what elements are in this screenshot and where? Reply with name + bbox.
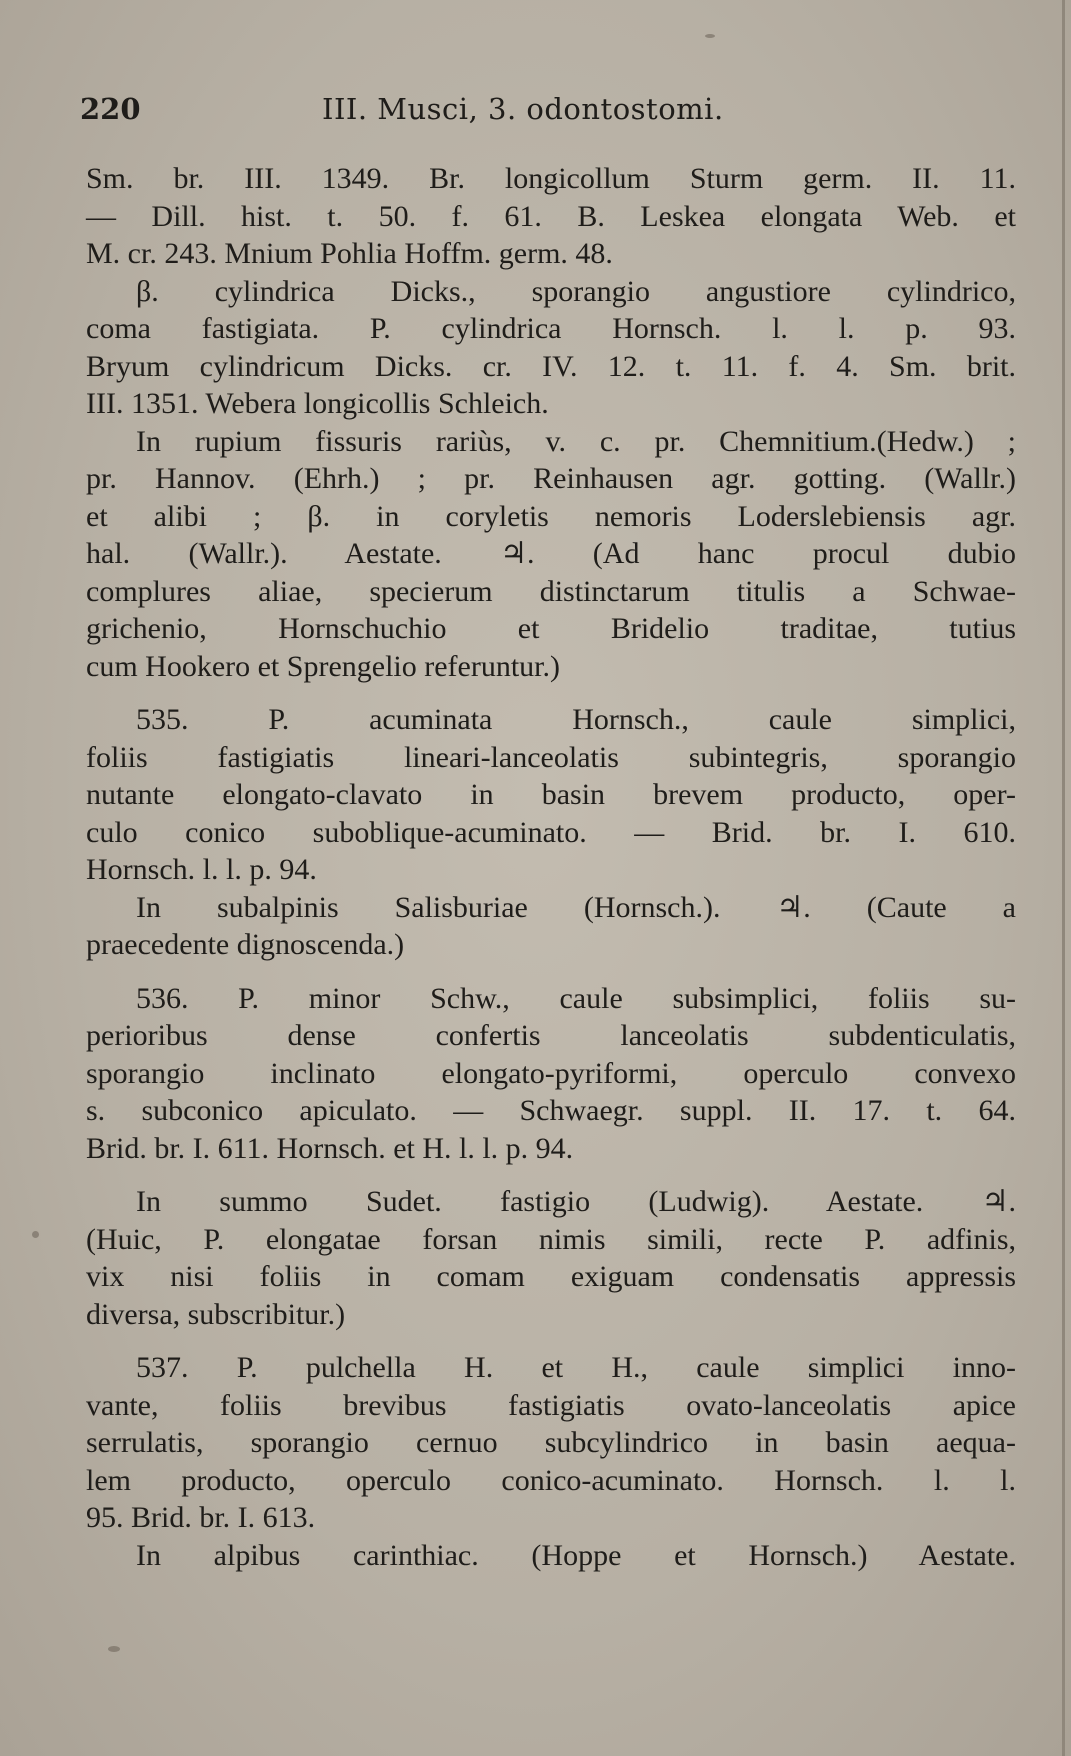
text-line: serrulatis, sporangio cernuo subcylindrico in basin aequa- xyxy=(86,1426,1016,1459)
text-line: et alibi ; β. in coryletis nemoris Loderslebiensis agr. xyxy=(86,499,1016,533)
text-line: hal. (Wallr.). Aestate. ♃. (Ad hanc procul dubio xyxy=(86,537,1016,570)
text-line: culo conico suboblique-acuminato. — Brid. br. I. 610. xyxy=(86,815,1016,849)
text-body xyxy=(86,160,1016,1574)
text-line: (Huic, P. elongatae forsan nimis simili, recte P. adfinis, xyxy=(86,1222,1016,1256)
text-line: Hornsch. l. l. p. 94. xyxy=(86,853,317,886)
text-line: — Dill. hist. t. 50. f. 61. B. Leskea elongata Web. et xyxy=(86,199,1016,233)
ink-speck xyxy=(705,34,715,38)
spacer xyxy=(86,964,1016,980)
ink-speck xyxy=(32,1231,39,1238)
text-line: In rupium fissuris rariùs, v. c. pr. Chemnitium.(Hedw.) ; xyxy=(136,424,1016,458)
text-line: In summo Sudet. fastigio (Ludwig). Aestate. ♃. xyxy=(136,1185,1016,1218)
text-line: pr. Hannov. (Ehrh.) ; pr. Reinhausen agr. gotting. (Wallr.) xyxy=(86,462,1016,495)
text-line: In alpibus carinthiac. (Hoppe et Hornsch.) Aestate. xyxy=(136,1538,1016,1572)
text-line: s. subconico apiculato. — Schwaegr. suppl. II. 17. t. 64. xyxy=(86,1094,1016,1127)
running-head: III. Musci, 3. odontostomi. xyxy=(322,92,724,126)
page-header xyxy=(80,92,1010,132)
text-line: foliis fastigiatis lineari-lanceolatis subintegris, sporangio xyxy=(86,740,1016,774)
text-line: vante, foliis brevibus fastigiatis ovato-lanceolatis apice xyxy=(86,1388,1016,1422)
text-line: grichenio, Hornschuchio et Bridelio traditae, tutius xyxy=(86,612,1016,645)
spacer xyxy=(86,685,1016,701)
text-line: complures aliae, specierum distinctarum titulis a Schwae- xyxy=(86,574,1016,608)
text-line: Sm. br. III. 1349. Br. longicollum Sturm germ. II. 11. xyxy=(86,162,1016,195)
text-line: M. cr. 243. Mnium Pohlia Hoffm. germ. 48. xyxy=(86,237,613,270)
text-line: Brid. br. I. 611. Hornsch. et H. l. l. p. 94. xyxy=(86,1131,574,1165)
text-line: perioribus dense confertis lanceolatis subdenticulatis, xyxy=(86,1019,1016,1052)
species-heading: 536. P. minor Schw., caule subsimplici, foliis su- xyxy=(136,981,1016,1015)
ink-speck xyxy=(108,1646,120,1652)
text-line: nutante elongato-clavato in basin brevem producto, oper- xyxy=(86,778,1016,811)
text-line: lem producto, operculo conico-acuminato. Hornsch. l. l. xyxy=(86,1463,1016,1497)
text-line: vix nisi foliis in comam exiguam condensatis appressis xyxy=(86,1260,1016,1293)
species-heading: 537. P. pulchella H. et H., caule simplici inno- xyxy=(136,1351,1016,1384)
text-line: sporangio inclinato elongato-pyriformi, operculo convexo xyxy=(86,1056,1016,1090)
page-edge xyxy=(1062,0,1065,1756)
text-line: β. cylindrica Dicks., sporangio angustiore cylindrico, xyxy=(136,274,1016,308)
text-line: cum Hookero et Sprengelio referuntur.) xyxy=(86,649,561,683)
spacer xyxy=(86,1333,1016,1349)
text-line: In subalpinis Salisburiae (Hornsch.). ♃. (Caute a xyxy=(136,890,1016,924)
spacer xyxy=(86,1167,1016,1183)
text-line: III. 1351. Webera longicollis Schleich. xyxy=(86,387,549,420)
text-line: coma fastigiata. P. cylindrica Hornsch. l. l. p. 93. xyxy=(86,312,1016,345)
page-number: 220 xyxy=(80,92,141,126)
text-line: diversa, subscribitur.) xyxy=(86,1297,346,1331)
species-heading: 535. P. acuminata Hornsch., caule simplici, xyxy=(136,703,1016,736)
text-line: Bryum cylindricum Dicks. cr. IV. 12. t. 11. f. 4. Sm. brit. xyxy=(86,349,1016,383)
text-line: praecedente dignoscenda.) xyxy=(86,928,405,961)
text-line: 95. Brid. br. I. 613. xyxy=(86,1501,316,1534)
